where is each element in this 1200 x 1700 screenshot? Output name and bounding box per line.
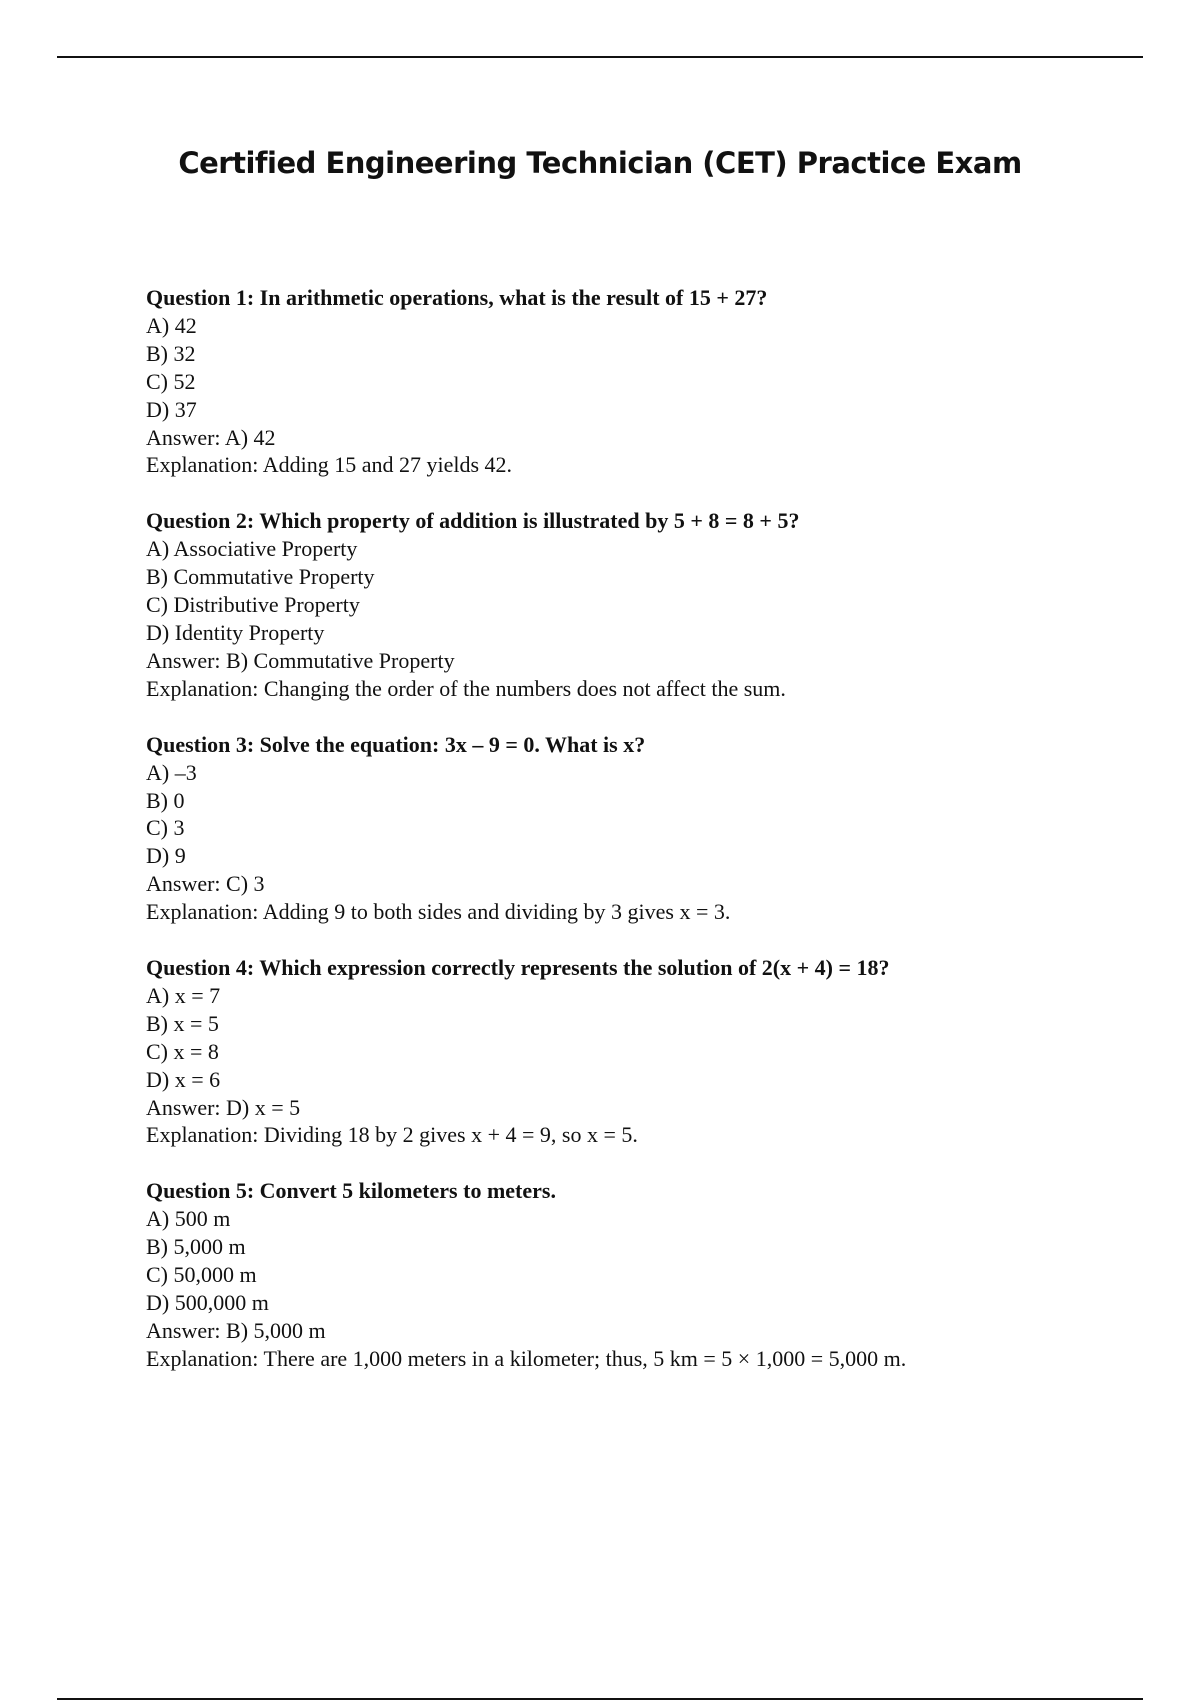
explanation: Explanation: There are 1,000 meters in a kilometer; thus, 5 km = 5 × 1,000 = 5,000 m. — [146, 1345, 907, 1371]
option-d: D) 9 — [146, 843, 186, 869]
question-text: Question 3: Solve the equation: 3x – 9 = 0. What is x? — [146, 731, 646, 757]
question-list — [146, 284, 1146, 1401]
question-5 — [146, 1177, 1146, 1372]
option-c: C) Distributive Property — [146, 592, 360, 618]
explanation: Explanation: Adding 15 and 27 yields 42. — [146, 452, 513, 478]
option-b: B) Commutative Property — [146, 564, 375, 590]
question-1 — [146, 284, 1146, 479]
answer: Answer: B) 5,000 m — [146, 1317, 326, 1343]
option-a: A) –3 — [146, 759, 197, 785]
option-c: C) 50,000 m — [146, 1262, 257, 1288]
question-4 — [146, 954, 1146, 1149]
question-text: Question 4: Which expression correctly represents the solution of 2(x + 4) = 18? — [146, 955, 890, 981]
answer: Answer: B) Commutative Property — [146, 647, 455, 673]
explanation: Explanation: Changing the order of the numbers does not affect the sum. — [146, 675, 786, 701]
header-rule — [57, 56, 1143, 58]
explanation: Explanation: Adding 9 to both sides and dividing by 3 gives x = 3. — [146, 899, 731, 925]
question-text: Question 2: Which property of addition is illustrated by 5 + 8 = 8 + 5? — [146, 508, 800, 534]
option-d: D) 500,000 m — [146, 1290, 269, 1315]
page-title: Certified Engineering Technician (CET) Practice Exam — [178, 146, 1022, 180]
option-d: D) 37 — [146, 396, 197, 422]
answer: Answer: D) x = 5 — [146, 1094, 301, 1120]
option-d: D) Identity Property — [146, 619, 325, 645]
option-b: B) 0 — [146, 787, 185, 813]
option-b: B) x = 5 — [146, 1010, 219, 1036]
question-text: Question 5: Convert 5 kilometers to meters. — [146, 1178, 556, 1204]
option-a: A) 500 m — [146, 1206, 231, 1232]
option-a: A) Associative Property — [146, 536, 358, 562]
option-d: D) x = 6 — [146, 1066, 221, 1092]
option-c: C) x = 8 — [146, 1038, 219, 1064]
option-b: B) 32 — [146, 340, 196, 366]
answer: Answer: C) 3 — [146, 871, 265, 897]
option-b: B) 5,000 m — [146, 1234, 246, 1260]
answer: Answer: A) 42 — [146, 424, 276, 450]
option-c: C) 3 — [146, 815, 185, 841]
question-3 — [146, 731, 1146, 926]
option-a: A) 42 — [146, 312, 197, 338]
option-a: A) x = 7 — [146, 982, 221, 1008]
explanation: Explanation: Dividing 18 by 2 gives x + 4 = 9, so x = 5. — [146, 1122, 638, 1148]
question-2 — [146, 507, 1146, 702]
question-text: Question 1: In arithmetic operations, what is the result of 15 + 27? — [146, 285, 768, 310]
option-c: C) 52 — [146, 368, 196, 394]
